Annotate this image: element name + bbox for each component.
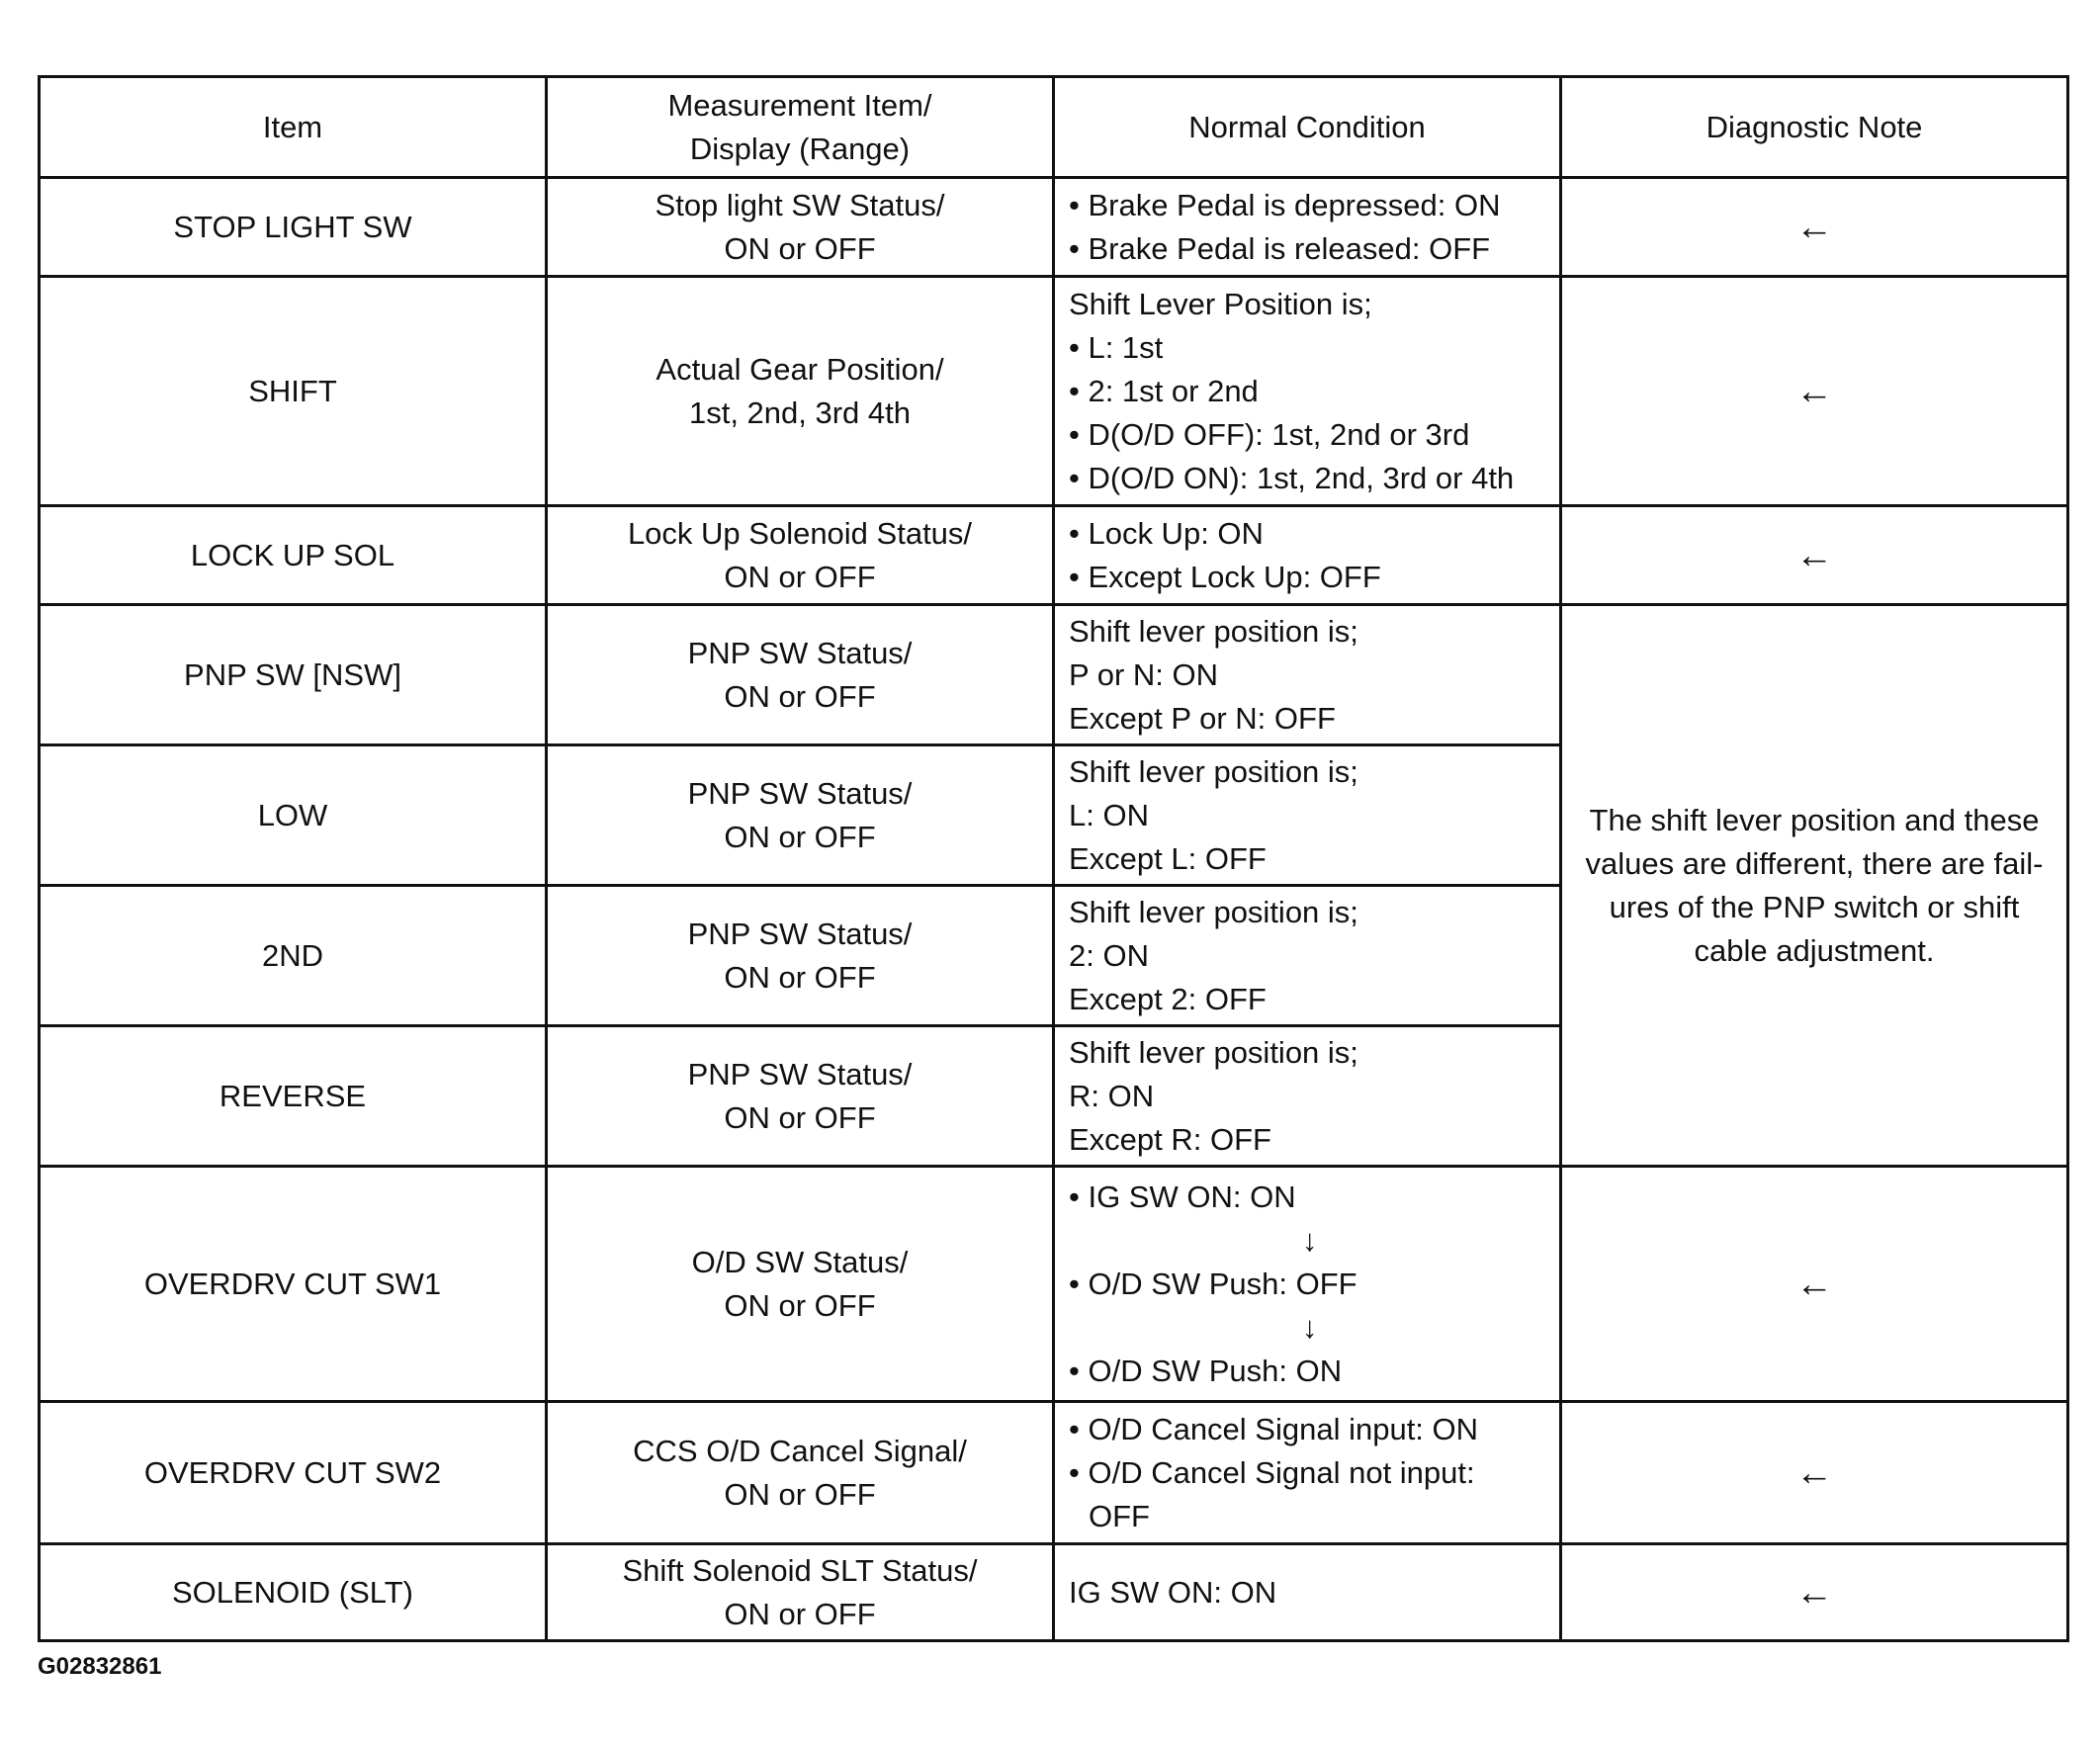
header-measurement-line1: Measurement Item/ (667, 87, 932, 123)
header-measurement-line2: Display (Range) (689, 131, 911, 166)
normal-condition-cell (1054, 1544, 1561, 1641)
table-row (40, 277, 2068, 506)
measurement-line2: ON or OFF (724, 678, 876, 714)
condition-line: Shift lever position is; (1069, 1034, 1358, 1070)
left-arrow-icon: ← (1561, 277, 2068, 506)
condition-line: R: ON (1069, 1078, 1155, 1113)
header-diagnostic-note: Diagnostic Note (1561, 77, 2068, 178)
condition-line: Except P or N: OFF (1069, 700, 1336, 736)
measurement-line2: ON or OFF (724, 559, 876, 594)
condition-line: Shift Lever Position is; (1069, 286, 1372, 321)
table-row (40, 605, 2068, 745)
normal-condition-cell (1054, 506, 1561, 605)
measurement-line2: 1st, 2nd, 3rd 4th (688, 394, 912, 430)
measurement-cell (547, 886, 1054, 1026)
condition-line: Except L: OFF (1069, 840, 1267, 876)
condition-line: Shift lever position is; (1069, 753, 1358, 789)
down-arrow-icon: ↓ (1302, 1222, 1318, 1258)
measurement-cell (547, 745, 1054, 886)
measurement-line2: ON or OFF (724, 1596, 876, 1631)
normal-condition-cell (1054, 1402, 1561, 1544)
measurement-cell (547, 1167, 1054, 1402)
measurement-line2: ON or OFF (724, 819, 876, 854)
normal-condition-cell (1054, 745, 1561, 886)
normal-condition-cell (1054, 277, 1561, 506)
left-arrow-icon: ← (1561, 506, 2068, 605)
diagnostic-data-table (38, 75, 2069, 1642)
measurement-cell (547, 506, 1054, 605)
condition-line: L: ON (1069, 797, 1149, 832)
table-row (40, 1167, 2068, 1402)
normal-condition-cell (1054, 1026, 1561, 1167)
item-cell: SHIFT (40, 277, 547, 506)
condition-line: • IG SW ON: ON (1069, 1179, 1296, 1214)
left-arrow-icon: ← (1561, 1167, 2068, 1402)
measurement-line2: ON or OFF (724, 959, 876, 995)
condition-line: • D(O/D ON): 1st, 2nd, 3rd or 4th (1069, 460, 1515, 495)
item-cell: OVERDRV CUT SW1 (40, 1167, 547, 1402)
condition-line: • O/D Cancel Signal not input: (1069, 1454, 1475, 1490)
condition-line: • O/D SW Push: ON (1069, 1353, 1343, 1388)
left-arrow-icon: ← (1561, 1402, 2068, 1544)
left-arrow-icon: ← (1561, 178, 2068, 277)
measurement-line1: Stop light SW Status/ (655, 187, 945, 222)
measurement-line2: ON or OFF (724, 230, 876, 266)
pnp-diagnostic-note: The shift lever position and these values are different, there are fail-ures of the PNP switch or shift cable adjustment. (1561, 605, 2068, 1167)
table-row (40, 1402, 2068, 1544)
measurement-line1: CCS O/D Cancel Signal/ (633, 1433, 967, 1468)
header-measurement-item (547, 77, 1054, 178)
condition-line: P or N: ON (1069, 656, 1219, 692)
condition-line: • O/D Cancel Signal input: ON (1069, 1411, 1479, 1446)
condition-line: • O/D SW Push: OFF (1069, 1266, 1357, 1301)
normal-condition-cell (1054, 1167, 1561, 1402)
item-cell: OVERDRV CUT SW2 (40, 1402, 547, 1544)
measurement-line1: PNP SW Status/ (687, 775, 913, 811)
item-cell: SOLENOID (SLT) (40, 1544, 547, 1641)
measurement-line1: Actual Gear Position/ (656, 351, 944, 387)
measurement-line1: PNP SW Status/ (687, 635, 913, 670)
condition-line: Shift lever position is; (1069, 613, 1358, 649)
condition-line: • Lock Up: ON (1069, 515, 1264, 551)
item-cell: LOCK UP SOL (40, 506, 547, 605)
measurement-line2: ON or OFF (724, 1099, 876, 1135)
condition-line: • Except Lock Up: OFF (1069, 559, 1381, 594)
table-row (40, 1544, 2068, 1641)
measurement-line1: O/D SW Status/ (691, 1244, 909, 1279)
condition-line: Shift lever position is; (1069, 894, 1358, 929)
condition-line: OFF (1089, 1498, 1150, 1533)
down-arrow-icon: ↓ (1302, 1309, 1318, 1345)
measurement-line1: PNP SW Status/ (687, 1056, 913, 1092)
measurement-cell (547, 277, 1054, 506)
measurement-cell (547, 1544, 1054, 1641)
table-row (40, 178, 2068, 277)
normal-condition-cell (1054, 605, 1561, 745)
condition-line: • D(O/D OFF): 1st, 2nd or 3rd (1069, 416, 1470, 452)
condition-line: 2: ON (1069, 937, 1149, 973)
item-cell: REVERSE (40, 1026, 547, 1167)
item-cell: STOP LIGHT SW (40, 178, 547, 277)
normal-condition-cell (1054, 886, 1561, 1026)
condition-line: • L: 1st (1069, 329, 1164, 365)
condition-line: Except 2: OFF (1069, 981, 1267, 1016)
measurement-line1: Shift Solenoid SLT Status/ (622, 1552, 978, 1588)
header-normal-condition: Normal Condition (1054, 77, 1561, 178)
condition-line: IG SW ON: ON (1069, 1574, 1277, 1610)
measurement-line2: ON or OFF (724, 1287, 876, 1323)
measurement-cell (547, 605, 1054, 745)
condition-line: • Brake Pedal is released: OFF (1069, 230, 1491, 266)
table-header-row (40, 77, 2068, 178)
left-arrow-icon: ← (1561, 1544, 2068, 1641)
normal-condition-cell (1054, 178, 1561, 277)
condition-line: • 2: 1st or 2nd (1069, 373, 1259, 408)
measurement-line1: Lock Up Solenoid Status/ (627, 515, 973, 551)
measurement-cell (547, 1026, 1054, 1167)
table-row (40, 506, 2068, 605)
figure-id: G02832861 (38, 1653, 162, 1680)
measurement-cell (547, 1402, 1054, 1544)
item-cell: LOW (40, 745, 547, 886)
item-cell: 2ND (40, 886, 547, 1026)
header-item: Item (40, 77, 547, 178)
condition-line: • Brake Pedal is depressed: ON (1069, 187, 1501, 222)
measurement-line1: PNP SW Status/ (687, 916, 913, 951)
measurement-cell (547, 178, 1054, 277)
condition-line: Except R: OFF (1069, 1121, 1271, 1157)
item-cell: PNP SW [NSW] (40, 605, 547, 745)
measurement-line2: ON or OFF (724, 1476, 876, 1512)
